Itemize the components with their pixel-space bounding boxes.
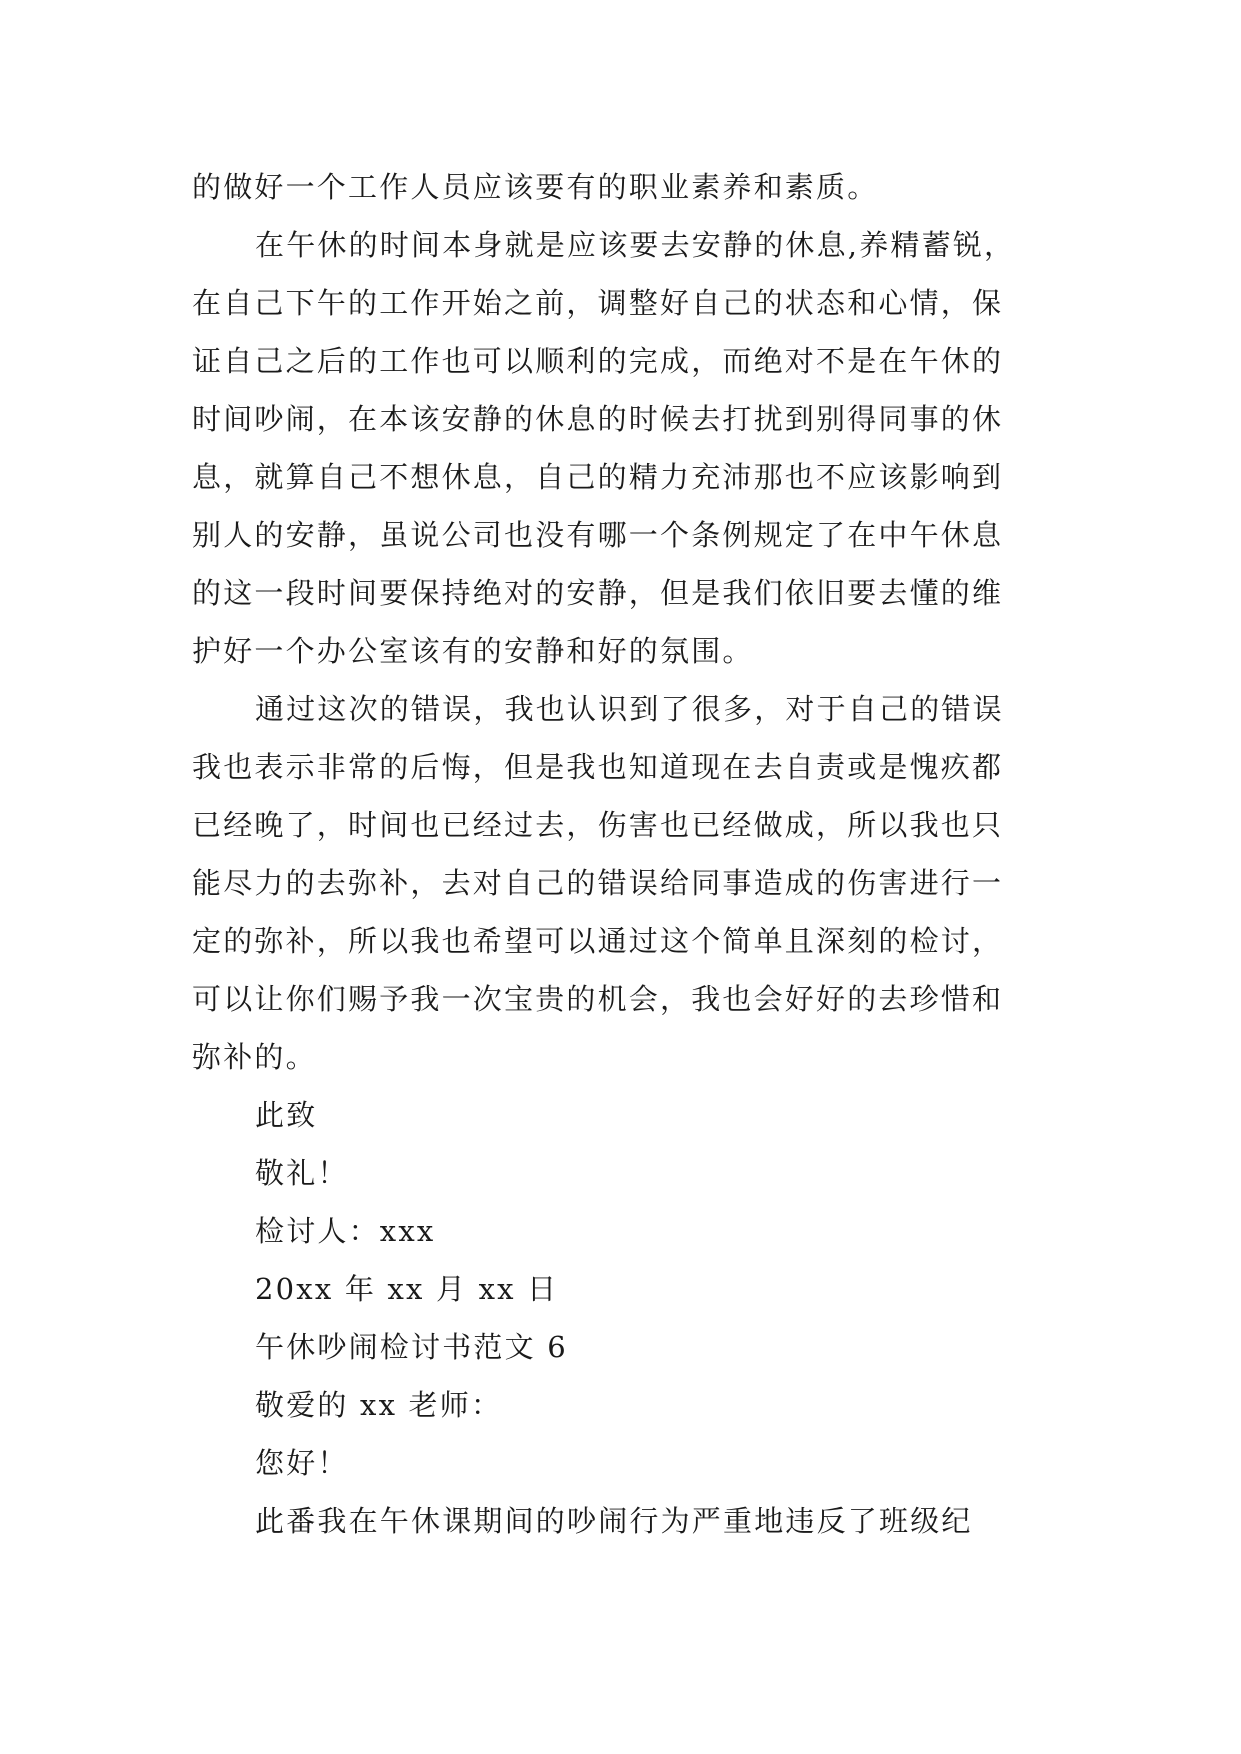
text-line: 我也表示非常的后悔，但是我也知道现在去自责或是愧疚都 <box>192 750 1004 784</box>
text-line: 已经晚了，时间也已经过去，伤害也已经做成，所以我也只 <box>192 808 1004 842</box>
text-line: 别人的安静，虽说公司也没有哪一个条例规定了在中午休息 <box>192 518 1004 552</box>
text-line: 弥补的。 <box>192 1040 317 1074</box>
text-line: 时间吵闹，在本该安静的休息的时候去打扰到别得同事的休 <box>192 402 1004 436</box>
text-line: 午休吵闹检讨书范文 6 <box>255 1330 568 1364</box>
text-line: 此番我在午休课期间的吵闹行为严重地违反了班级纪 <box>255 1504 973 1538</box>
text-line: 的做好一个工作人员应该要有的职业素养和素质。 <box>192 170 879 204</box>
text-line: 敬礼！ <box>255 1156 349 1190</box>
text-line: 通过这次的错误，我也认识到了很多，对于自己的错误 <box>255 692 1004 726</box>
text-line: 此致 <box>255 1098 318 1132</box>
document-body <box>192 158 1072 1550</box>
text-line: 息，就算自己不想休息，自己的精力充沛那也不应该影响到 <box>192 460 1004 494</box>
text-line: 在午休的时间本身就是应该要去安静的休息,养精蓄锐， <box>255 228 1016 262</box>
text-line: 您好！ <box>255 1446 349 1480</box>
text-line: 在自己下午的工作开始之前，调整好自己的状态和心情，保 <box>192 286 1004 320</box>
text-line: 可以让你们赐予我一次宝贵的机会，我也会好好的去珍惜和 <box>192 982 1004 1016</box>
text-line: 能尽力的去弥补，去对自己的错误给同事造成的伤害进行一 <box>192 866 1004 900</box>
text-line: 证自己之后的工作也可以顺利的完成，而绝对不是在午休的 <box>192 344 1004 378</box>
text-line: 的这一段时间要保持绝对的安静，但是我们依旧要去懂的维 <box>192 576 1004 610</box>
text-line: 检讨人：xxx <box>255 1214 436 1248</box>
text-line: 敬爱的 xx 老师： <box>255 1388 503 1422</box>
text-line: 护好一个办公室该有的安静和好的氛围。 <box>192 634 754 668</box>
text-line: 定的弥补，所以我也希望可以通过这个简单且深刻的检讨， <box>192 924 1004 958</box>
text-line: 20xx 年 xx 月 xx 日 <box>255 1272 559 1306</box>
